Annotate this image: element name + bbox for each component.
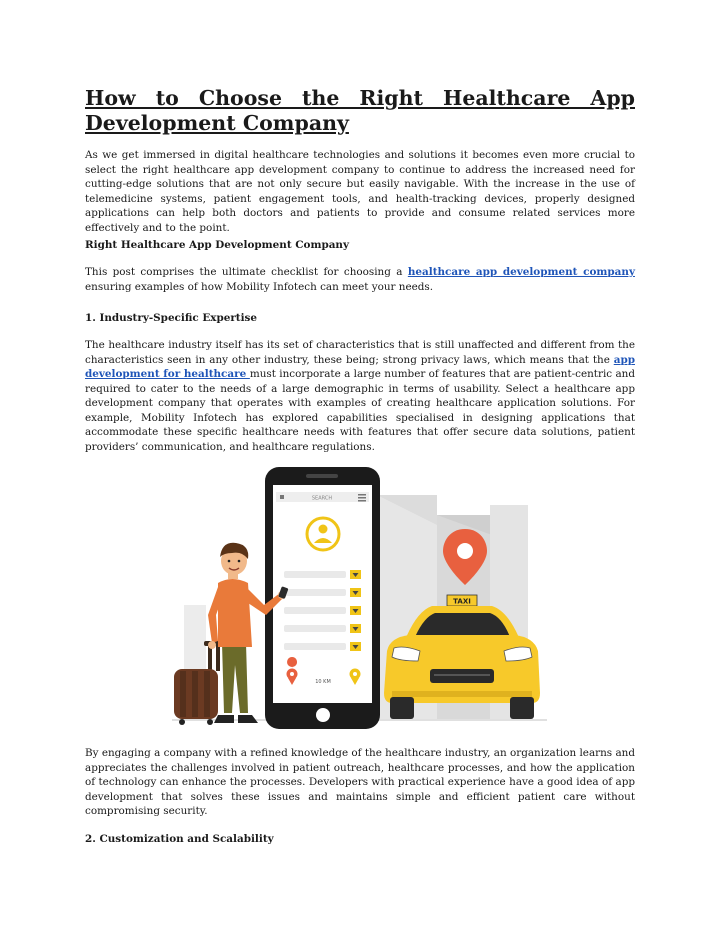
heading-customization: 2. Customization and Scalability: [85, 833, 274, 845]
distance-label: 10 KM: [315, 679, 331, 685]
industry-paragraph: [85, 338, 635, 454]
search-bar: [276, 492, 369, 502]
industry-text-after: must incorporate a large number of features that are patient-centric and required to cater to the needs of a large demographic in terms of usability. Select a healthcare app development company that operates with examples of creating healthcare application solutions. For example, Mobility Infotech has explored capabilities specialised in designing applications that accommodate these specific healthcare needs with features that offer secure data solutions, patient providers’ communication, and healthcare regulations.: [85, 368, 635, 453]
checklist-paragraph: [85, 265, 635, 294]
intro-paragraph: As we get immersed in digital healthcare technologies and solutions it becomes even more crucial to select the right healthcare app development company to continue to address the increased need for cutting-edge solutions that are not only secure but easily navigable. With the increase in the use of telemedicine systems, patient engagement tools, and health-tracking devices, properly designed applications can help both doctors and patients to provide and consume related services more effectively and to the point.: [85, 149, 635, 234]
checklist-text-before: This post comprises the ultimate checklist for choosing a: [85, 266, 408, 278]
industry-text-before: The healthcare industry itself has its set of characteristics that is still unaffected and different from the characteristics seen in any other industry, these being; strong privacy laws, which means that the: [85, 339, 635, 366]
heading-industry-expertise: 1. Industry-Specific Expertise: [85, 312, 257, 324]
healthcare-app-company-link[interactable]: healthcare app development company: [407, 266, 635, 278]
illustration: [172, 465, 547, 730]
page-title: How to Choose the Right Healthcare App Development Company: [85, 86, 635, 135]
taxi-label: TAXI: [453, 597, 471, 606]
engagement-paragraph: By engaging a company with a refined knowledge of the healthcare industry, an organization learns and appreciates the challenges involved in patient outreach, healthcare processes, and how the application of technology can enhance the processes. Developers with practical experience have a good idea of app development that solves these issues and maintains simple and efficient patient care without compromising security.: [85, 747, 635, 817]
app-development-healthcare-link[interactable]: app development for healthcare: [85, 353, 635, 380]
user-avatar-icon: [307, 518, 339, 550]
search-label: SEARCH: [311, 495, 333, 502]
checklist-text-after: ensuring examples of how Mobility Infotech can meet your needs.: [85, 280, 434, 293]
section-heading: Right Healthcare App Development Company: [85, 239, 350, 251]
